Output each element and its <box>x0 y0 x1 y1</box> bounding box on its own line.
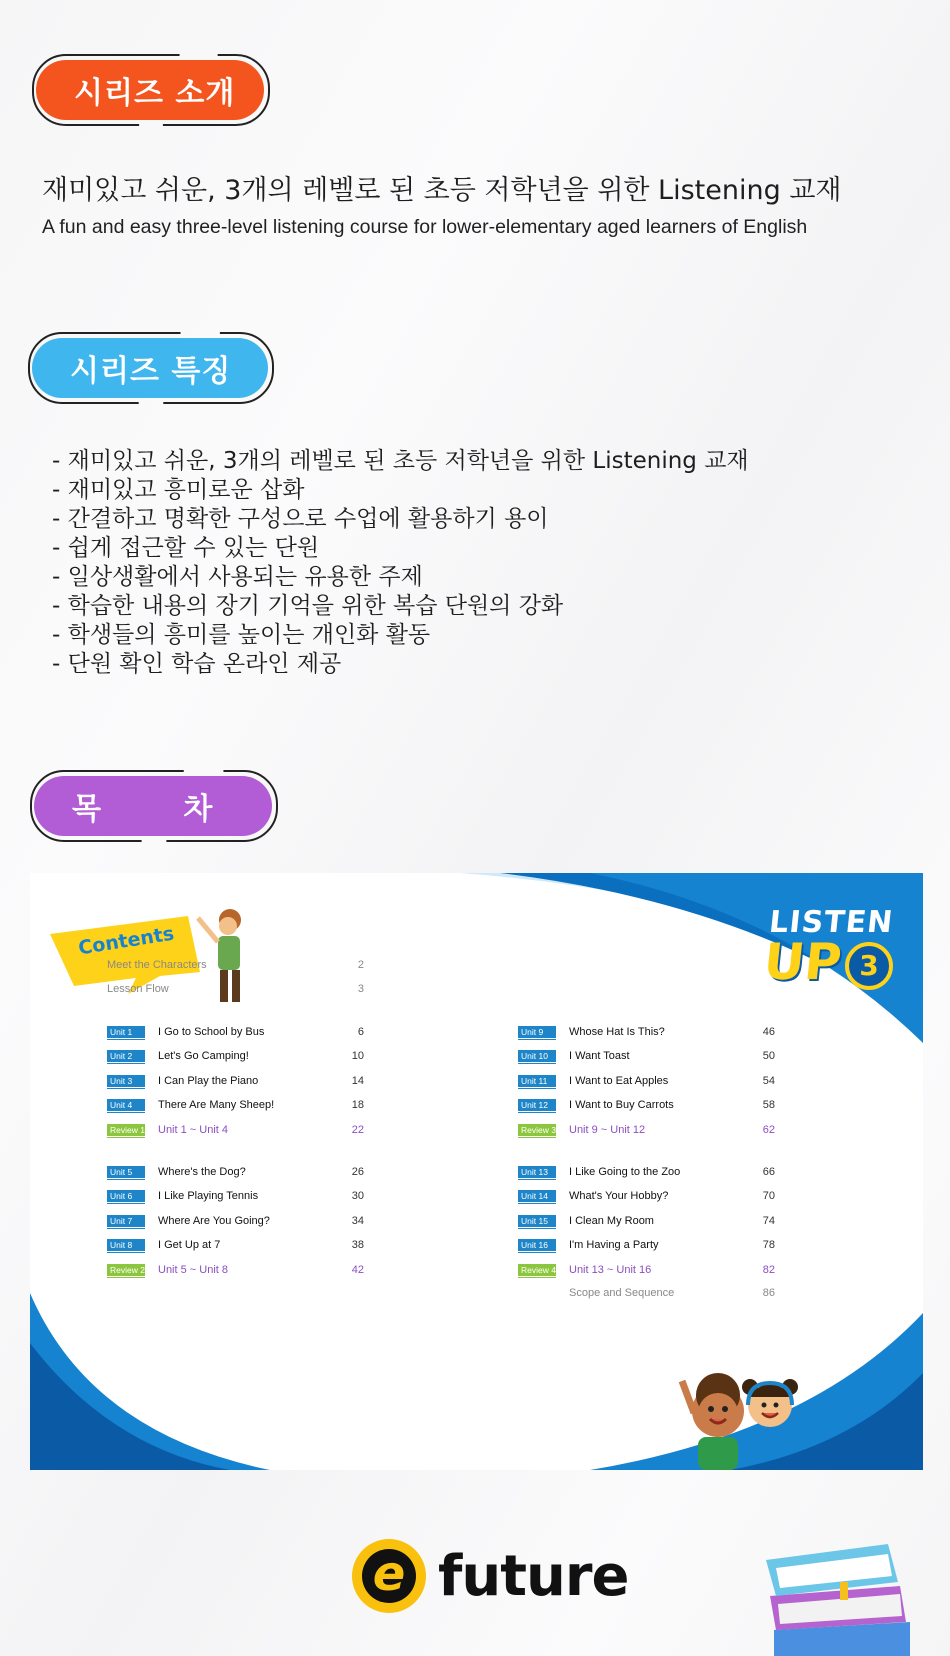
toc-title: I Get Up at 7 <box>158 1239 221 1251</box>
kids-characters-illustration <box>670 1353 820 1470</box>
toc-title: What's Your Hobby? <box>569 1190 669 1202</box>
toc-title: I Can Play the Piano <box>158 1075 259 1087</box>
toc-title: Where Are You Going? <box>158 1215 270 1227</box>
toc-review-row <box>518 1120 775 1140</box>
review-tag: Review 1 <box>107 1124 145 1136</box>
toc-unit-row <box>518 1235 775 1255</box>
toc-page: 38 <box>351 1239 364 1251</box>
logo-level-badge: 3 <box>845 942 893 990</box>
toc-unit-row <box>107 1235 364 1255</box>
toc-unit-row <box>518 1095 775 1115</box>
unit-tag: Unit 7 <box>107 1215 145 1227</box>
toc-back-row <box>569 1283 775 1303</box>
unit-tag: Unit 10 <box>518 1050 556 1062</box>
contents-page-image <box>30 873 923 1470</box>
feature-item: - 간결하고 명확한 구성으로 수업에 활용하기 용이 <box>52 506 549 532</box>
feature-item: - 일상생활에서 사용되는 유용한 주제 <box>52 564 423 590</box>
unit-tag: Unit 8 <box>107 1239 145 1251</box>
toc-review-row <box>107 1120 364 1140</box>
logo-up-text: UP <box>760 933 845 991</box>
review-tag: Review 3 <box>518 1124 556 1136</box>
toc-page: 34 <box>351 1215 364 1227</box>
logo-listen-text: LISTEN <box>767 905 895 940</box>
feature-item: - 학생들의 흥미를 높이는 개인화 활동 <box>52 622 431 648</box>
series-features-heading-label: 시리즈 특징 <box>70 354 232 389</box>
toc-page: 10 <box>351 1050 364 1062</box>
unit-tag: Unit 6 <box>107 1190 145 1202</box>
pill-outline <box>30 770 278 842</box>
toc-page: 3 <box>357 983 364 995</box>
toc-page: 70 <box>762 1190 775 1202</box>
toc-unit-row <box>518 1071 775 1091</box>
toc-page: 18 <box>351 1099 364 1111</box>
unit-tag: Unit 11 <box>518 1075 556 1087</box>
unit-tag: Unit 15 <box>518 1215 556 1227</box>
toc-title: I Want Toast <box>569 1050 630 1062</box>
toc-title: Meet the Characters <box>107 959 207 971</box>
toc-page: 58 <box>762 1099 775 1111</box>
toc-review-row <box>518 1260 775 1280</box>
series-intro-heading-label: 시리즈 소개 <box>74 76 236 111</box>
toc-title: Lesson Flow <box>107 983 169 995</box>
toc-title: I Clean My Room <box>569 1215 654 1227</box>
review-tag: Review 2 <box>107 1264 145 1276</box>
unit-tag: Unit 9 <box>518 1026 556 1038</box>
toc-title: Scope and Sequence <box>569 1287 675 1299</box>
toc-page: 54 <box>762 1075 775 1087</box>
toc-unit-row <box>107 1162 364 1182</box>
table-of-contents-heading <box>34 776 272 836</box>
intro-korean-text: 재미있고 쉬운, 3개의 레벨로 된 초등 저학년을 위한 Listening 교재 <box>42 175 842 206</box>
toc-title: Unit 13 ~ Unit 16 <box>569 1264 652 1276</box>
toc-unit-row <box>518 1022 775 1042</box>
toc-page: 30 <box>351 1190 364 1202</box>
toc-page: 66 <box>762 1166 775 1178</box>
listen-up-logo <box>760 905 895 991</box>
toc-unit-row <box>107 1046 364 1066</box>
toc-title: I'm Having a Party <box>569 1239 659 1251</box>
feature-item: - 재미있고 쉬운, 3개의 레벨로 된 초등 저학년을 위한 Listening 교재 <box>52 448 749 474</box>
toc-page: 78 <box>762 1239 775 1251</box>
toc-title: I Like Going to the Zoo <box>569 1166 681 1178</box>
toc-title: I Like Playing Tennis <box>158 1190 259 1202</box>
feature-item: - 쉽게 접근할 수 있는 단원 <box>52 535 320 561</box>
toc-title: Whose Hat Is This? <box>569 1026 665 1038</box>
series-features-heading <box>32 338 268 398</box>
feature-item: - 재미있고 흥미로운 삽화 <box>52 477 305 503</box>
toc-front-row <box>107 955 364 975</box>
toc-page: 26 <box>351 1166 364 1178</box>
unit-tag: Unit 5 <box>107 1166 145 1178</box>
toc-front-row <box>107 979 364 999</box>
unit-tag: Unit 4 <box>107 1099 145 1111</box>
toc-unit-row <box>107 1211 364 1231</box>
efuture-logo <box>352 1539 628 1613</box>
review-tag: Review 4 <box>518 1264 556 1276</box>
efuture-wordmark: future <box>438 1543 629 1609</box>
toc-page: 50 <box>762 1050 775 1062</box>
toc-page: 74 <box>762 1215 775 1227</box>
toc-title: Unit 1 ~ Unit 4 <box>158 1124 229 1136</box>
intro-english-text: A fun and easy three-level listening course for lower-elementary aged learners of English <box>42 216 808 238</box>
toc-page: 86 <box>762 1287 775 1299</box>
toc-unit-row <box>107 1071 364 1091</box>
toc-page: 22 <box>351 1124 364 1136</box>
toc-unit-row <box>518 1186 775 1206</box>
unit-tag: Unit 3 <box>107 1075 145 1087</box>
unit-tag: Unit 16 <box>518 1239 556 1251</box>
contents-label: Contents <box>76 922 176 960</box>
toc-title: Let's Go Camping! <box>158 1050 249 1062</box>
unit-tag: Unit 13 <box>518 1166 556 1178</box>
toc-page: 2 <box>357 959 364 971</box>
toc-review-row <box>107 1260 364 1280</box>
toc-page: 46 <box>762 1026 775 1038</box>
efuture-e-letter: e <box>372 1546 406 1602</box>
toc-unit-row <box>107 1022 364 1042</box>
unit-tag: Unit 14 <box>518 1190 556 1202</box>
toc-title: There Are Many Sheep! <box>158 1099 275 1111</box>
toc-page: 6 <box>357 1026 364 1038</box>
toc-unit-row <box>518 1162 775 1182</box>
unit-tag: Unit 12 <box>518 1099 556 1111</box>
toc-title: I Want to Eat Apples <box>569 1075 669 1087</box>
feature-list <box>52 447 749 679</box>
toc-title: Unit 9 ~ Unit 12 <box>569 1124 646 1136</box>
toc-title: Unit 5 ~ Unit 8 <box>158 1264 229 1276</box>
toc-title: I Go to School by Bus <box>158 1026 265 1038</box>
toc-page: 62 <box>762 1124 775 1136</box>
books-stack-illustration <box>760 1530 920 1656</box>
feature-item: - 학습한 내용의 장기 기억을 위한 복습 단원의 강화 <box>52 593 564 619</box>
toc-page: 82 <box>762 1264 775 1276</box>
toc-page: 42 <box>351 1264 364 1276</box>
efuture-e-icon <box>352 1539 426 1613</box>
toc-unit-row <box>107 1186 364 1206</box>
table-of-contents-heading-label: 목 차 <box>72 792 214 827</box>
toc-unit-row <box>518 1046 775 1066</box>
feature-item: - 단원 확인 학습 온라인 제공 <box>52 651 342 677</box>
toc-page: 14 <box>351 1075 364 1087</box>
pill-outline <box>28 332 274 404</box>
toc-title: I Want to Buy Carrots <box>569 1099 674 1111</box>
toc-unit-row <box>518 1211 775 1231</box>
pill-outline <box>32 54 270 126</box>
unit-tag: Unit 1 <box>107 1026 145 1038</box>
series-intro-heading <box>36 60 264 120</box>
toc-title: Where's the Dog? <box>158 1166 246 1178</box>
unit-tag: Unit 2 <box>107 1050 145 1062</box>
toc-unit-row <box>107 1095 364 1115</box>
